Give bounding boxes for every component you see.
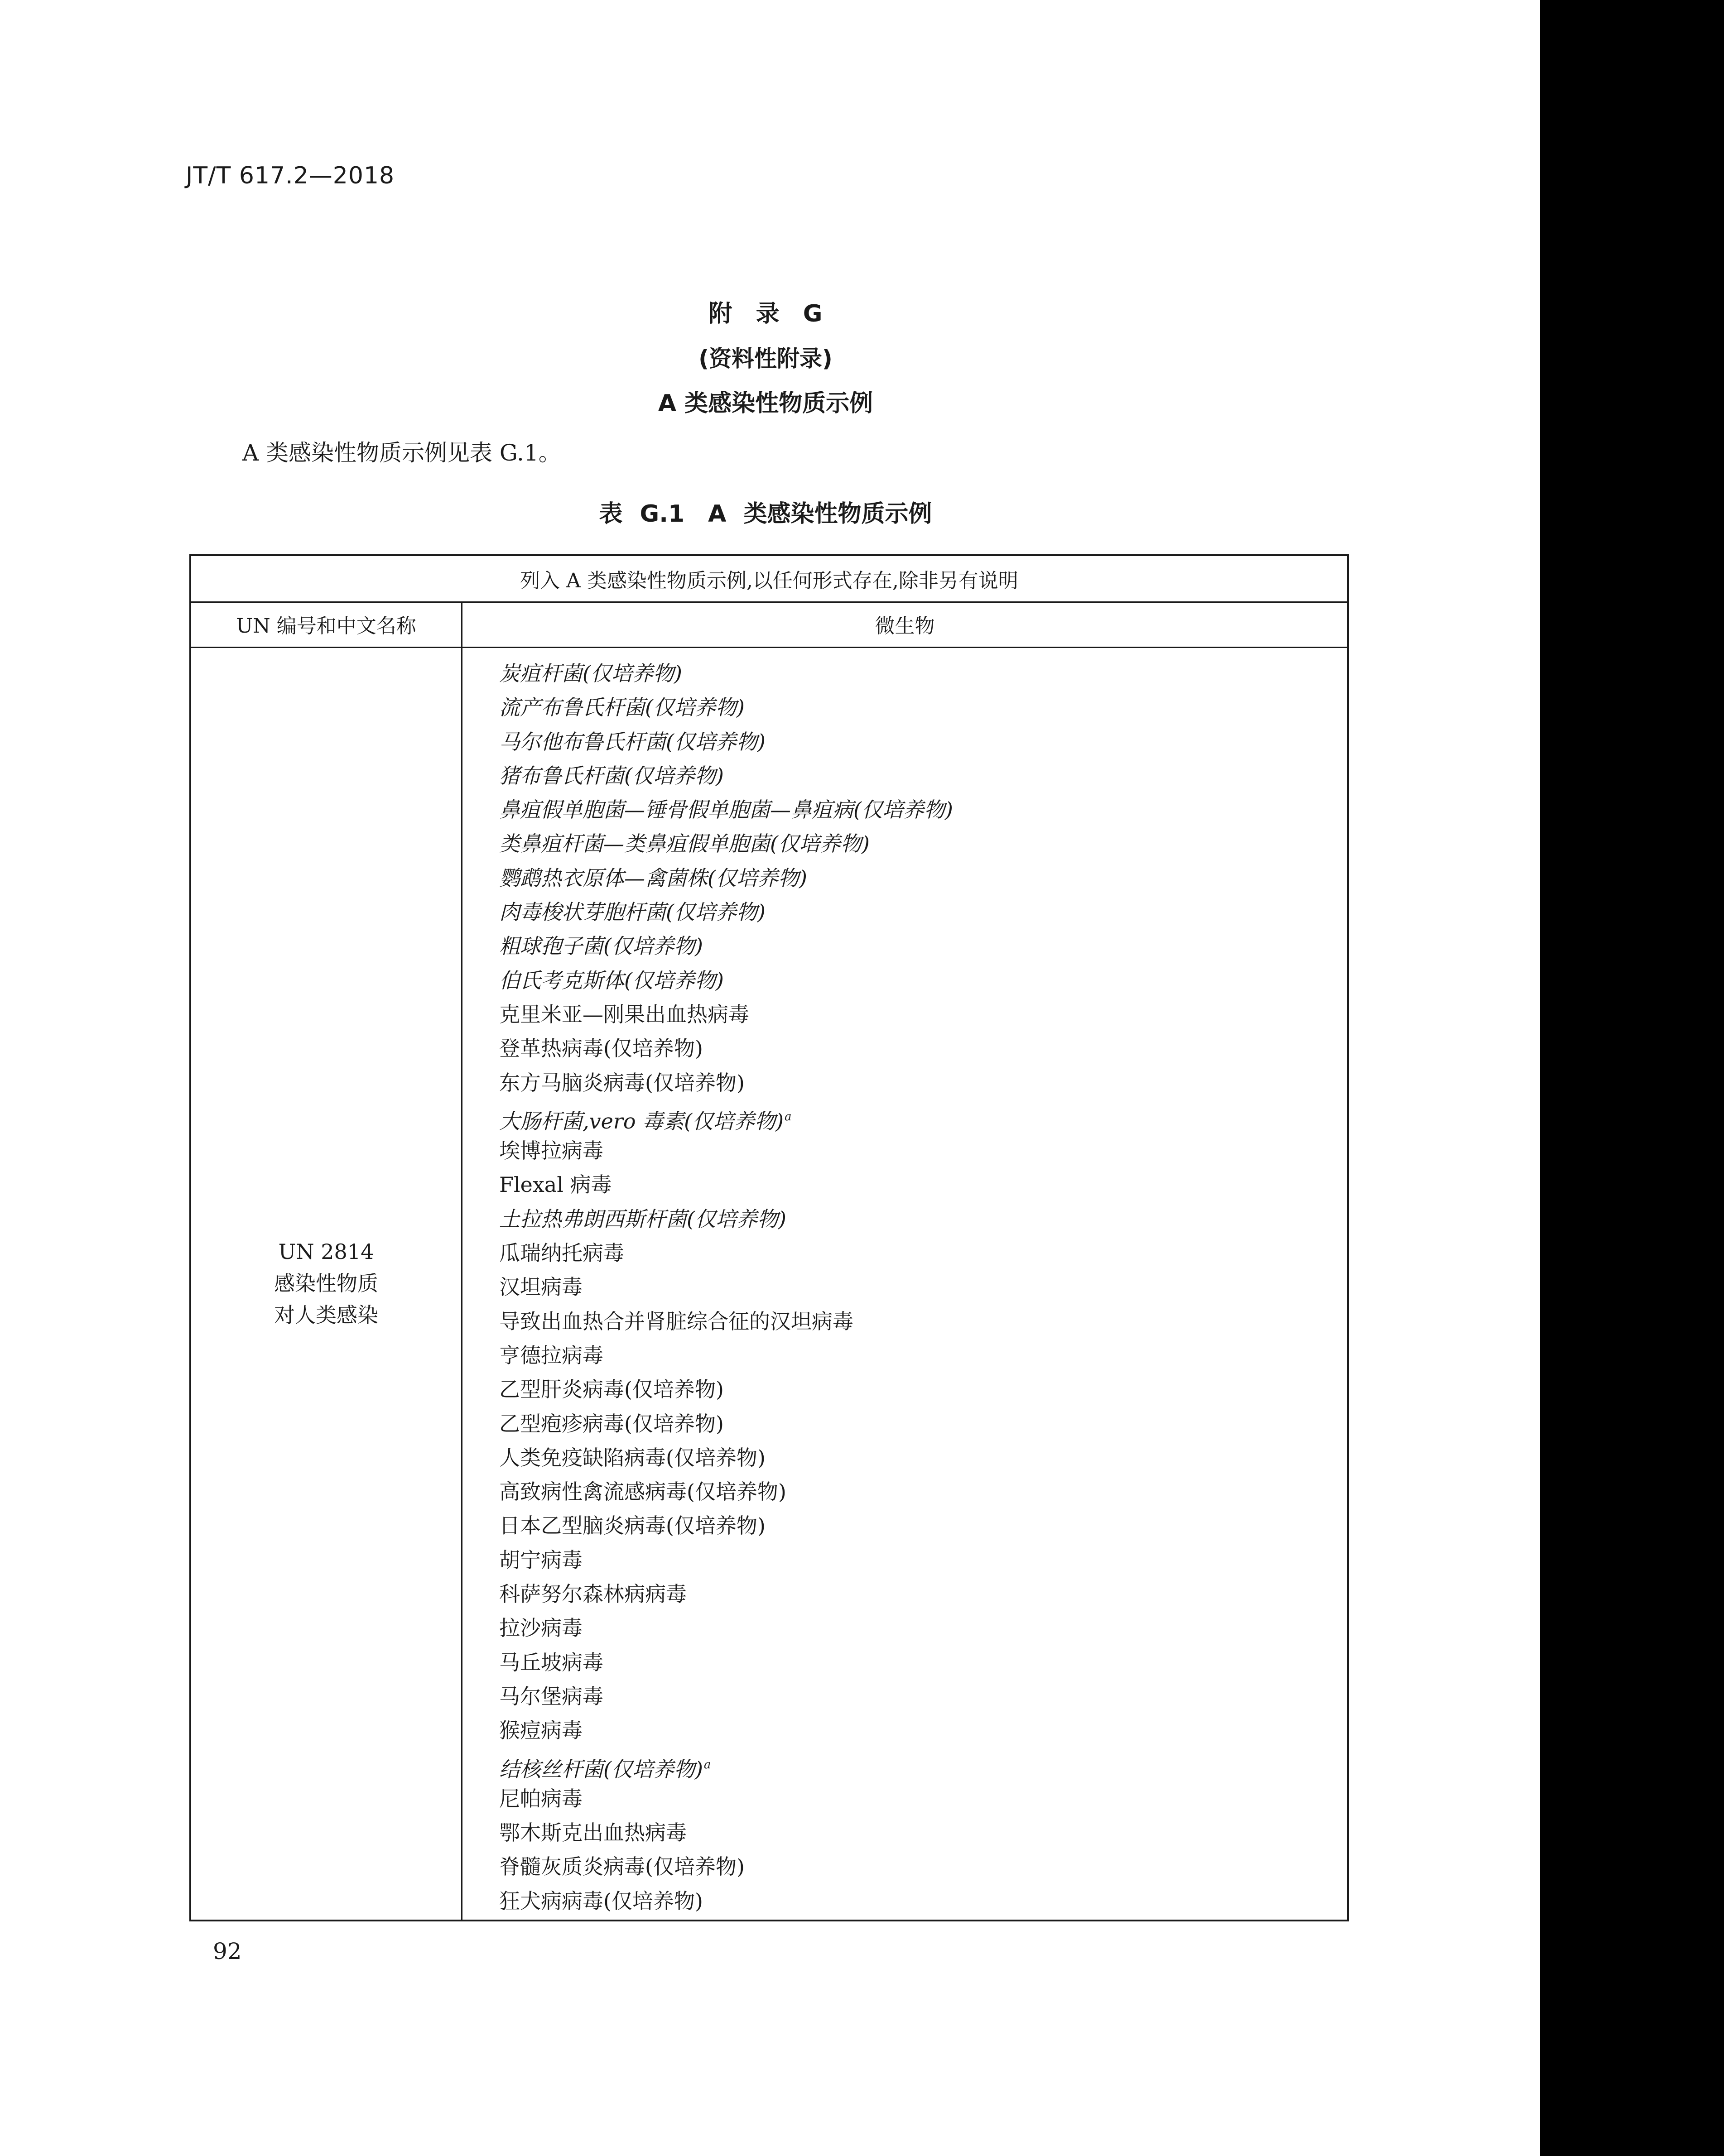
organism-name: 类鼻疽杆菌—类鼻疽假单胞菌(仅培养物) xyxy=(499,831,870,856)
table-top-header: 列入 A 类感染性物质示例,以任何形式存在,除非另有说明 xyxy=(191,556,1347,603)
organism-name: 马尔堡病毒 xyxy=(499,1684,603,1709)
column-header-un: UN 编号和中文名称 xyxy=(236,615,416,638)
organism-item xyxy=(499,1134,953,1168)
organism-item xyxy=(499,964,953,998)
organism-item xyxy=(499,691,953,725)
footnote-marker: a xyxy=(785,1109,792,1124)
organism-item xyxy=(499,1782,953,1816)
organism-name: 乙型肝炎病毒(仅培养物) xyxy=(499,1377,724,1402)
organism-item xyxy=(499,1100,953,1134)
organism-item xyxy=(499,1680,953,1714)
table-column-headers xyxy=(191,601,1347,648)
organism-name: 脊髓灰质炎病毒(仅培养物) xyxy=(499,1854,745,1879)
organism-item xyxy=(499,1816,953,1850)
organism-item xyxy=(499,1032,953,1066)
organism-name: 粗球孢子菌(仅培养物) xyxy=(499,934,703,959)
organism-item xyxy=(499,1168,953,1202)
organism-name: 登革热病毒(仅培养物) xyxy=(499,1036,703,1061)
organism-name: Flexal 病毒 xyxy=(499,1172,612,1197)
organism-item xyxy=(499,895,953,929)
organism-name: 拉沙病毒 xyxy=(499,1616,583,1641)
organism-item xyxy=(499,1270,953,1304)
organism-name: 狂犬病病毒(仅培养物) xyxy=(499,1888,703,1913)
page-number: 92 xyxy=(213,1938,242,1964)
organism-item xyxy=(499,1373,953,1407)
organism-name: 大肠杆菌,vero 毒素(仅培养物) xyxy=(499,1109,784,1133)
organism-name: 鼻疽假单胞菌—锤骨假单胞菌—鼻疽病(仅培养物) xyxy=(499,797,953,822)
organism-item xyxy=(499,759,953,793)
organism-item xyxy=(499,1884,953,1918)
organism-name: 马尔他布鲁氏杆菌(仅培养物) xyxy=(499,729,766,754)
organism-item xyxy=(499,929,953,963)
organism-item xyxy=(499,657,953,691)
organism-item xyxy=(499,1236,953,1270)
organism-item xyxy=(499,1577,953,1611)
organism-item xyxy=(499,1509,953,1543)
organism-item xyxy=(499,793,953,827)
appendix-title: 附 录 G xyxy=(708,300,823,327)
table-caption: 表 G.1 A 类感染性物质示例 xyxy=(599,500,932,528)
organism-item xyxy=(499,1748,953,1782)
organism-item xyxy=(499,1850,953,1884)
organism-name: 科萨努尔森林病病毒 xyxy=(499,1582,687,1607)
organism-name: 马丘坡病毒 xyxy=(499,1650,603,1675)
organism-name: 人类免疫缺陷病毒(仅培养物) xyxy=(499,1445,766,1470)
organism-item xyxy=(499,1339,953,1373)
appendix-subject: A 类感染性物质示例 xyxy=(658,390,873,417)
un-name-line-1: 感染性物质 xyxy=(274,1271,378,1296)
organism-name: 尼帕病毒 xyxy=(499,1786,583,1811)
organism-name: 埃博拉病毒 xyxy=(499,1138,603,1163)
appendix-type: (资料性附录) xyxy=(698,346,833,372)
column-divider xyxy=(461,601,462,1920)
organism-name: 胡宁病毒 xyxy=(499,1547,583,1572)
footnote-marker: a xyxy=(703,1757,711,1772)
organism-name: 乙型疱疹病毒(仅培养物) xyxy=(499,1411,724,1436)
organism-name: 炭疽杆菌(仅培养物) xyxy=(499,661,682,686)
organisms-table xyxy=(189,554,1349,1921)
standard-code: JT/T 617.2—2018 xyxy=(186,162,395,189)
organism-name: 导致出血热合并肾脏综合征的汉坦病毒 xyxy=(499,1309,853,1334)
un-name-line-2: 对人类感染 xyxy=(274,1302,378,1327)
organism-name: 汉坦病毒 xyxy=(499,1275,583,1300)
organism-name: 瓜瑞纳托病毒 xyxy=(499,1241,624,1266)
organism-name: 伯氏考克斯体(仅培养物) xyxy=(499,968,724,993)
organism-item xyxy=(499,1305,953,1339)
organism-item xyxy=(499,1066,953,1100)
organism-item xyxy=(499,1611,953,1645)
organism-name: 日本乙型脑炎病毒(仅培养物) xyxy=(499,1513,766,1538)
organism-name: 结核丝杆菌(仅培养物) xyxy=(499,1757,703,1781)
organism-name: 猴痘病毒 xyxy=(499,1718,583,1743)
organism-list xyxy=(499,657,953,1918)
organism-item xyxy=(499,1202,953,1236)
organism-item xyxy=(499,827,953,861)
un-number: UN 2814 xyxy=(278,1239,374,1264)
organism-name: 肉毒梭状芽胞杆菌(仅培养物) xyxy=(499,900,766,925)
organism-item xyxy=(499,1714,953,1748)
intro-paragraph: A 类感染性物质示例见表 G.1。 xyxy=(242,440,561,466)
organism-item xyxy=(499,1407,953,1441)
organism-name: 克里米亚—刚果出血热病毒 xyxy=(499,1002,749,1027)
organism-name: 猪布鲁氏杆菌(仅培养物) xyxy=(499,763,724,788)
organism-item xyxy=(499,1475,953,1509)
organism-item xyxy=(499,1646,953,1680)
organism-item xyxy=(499,725,953,759)
organism-name: 土拉热弗朗西斯杆菌(仅培养物) xyxy=(499,1206,786,1231)
organism-item xyxy=(499,861,953,895)
organism-name: 高致病性禽流感病毒(仅培养物) xyxy=(499,1479,786,1504)
organism-item xyxy=(499,1441,953,1475)
organism-name: 鹦鹉热衣原体—禽菌株(仅培养物) xyxy=(499,865,807,890)
organism-item xyxy=(499,998,953,1032)
column-header-microorganism: 微生物 xyxy=(875,615,935,638)
organism-name: 鄂木斯克出血热病毒 xyxy=(499,1820,687,1845)
organism-item xyxy=(499,1543,953,1577)
scan-margin-band xyxy=(1540,0,1724,2156)
organism-name: 亨德拉病毒 xyxy=(499,1343,603,1368)
un-entry-cell xyxy=(191,647,461,1920)
organism-name: 东方马脑炎病毒(仅培养物) xyxy=(499,1070,745,1095)
organism-name: 流产布鲁氏杆菌(仅培养物) xyxy=(499,695,745,720)
